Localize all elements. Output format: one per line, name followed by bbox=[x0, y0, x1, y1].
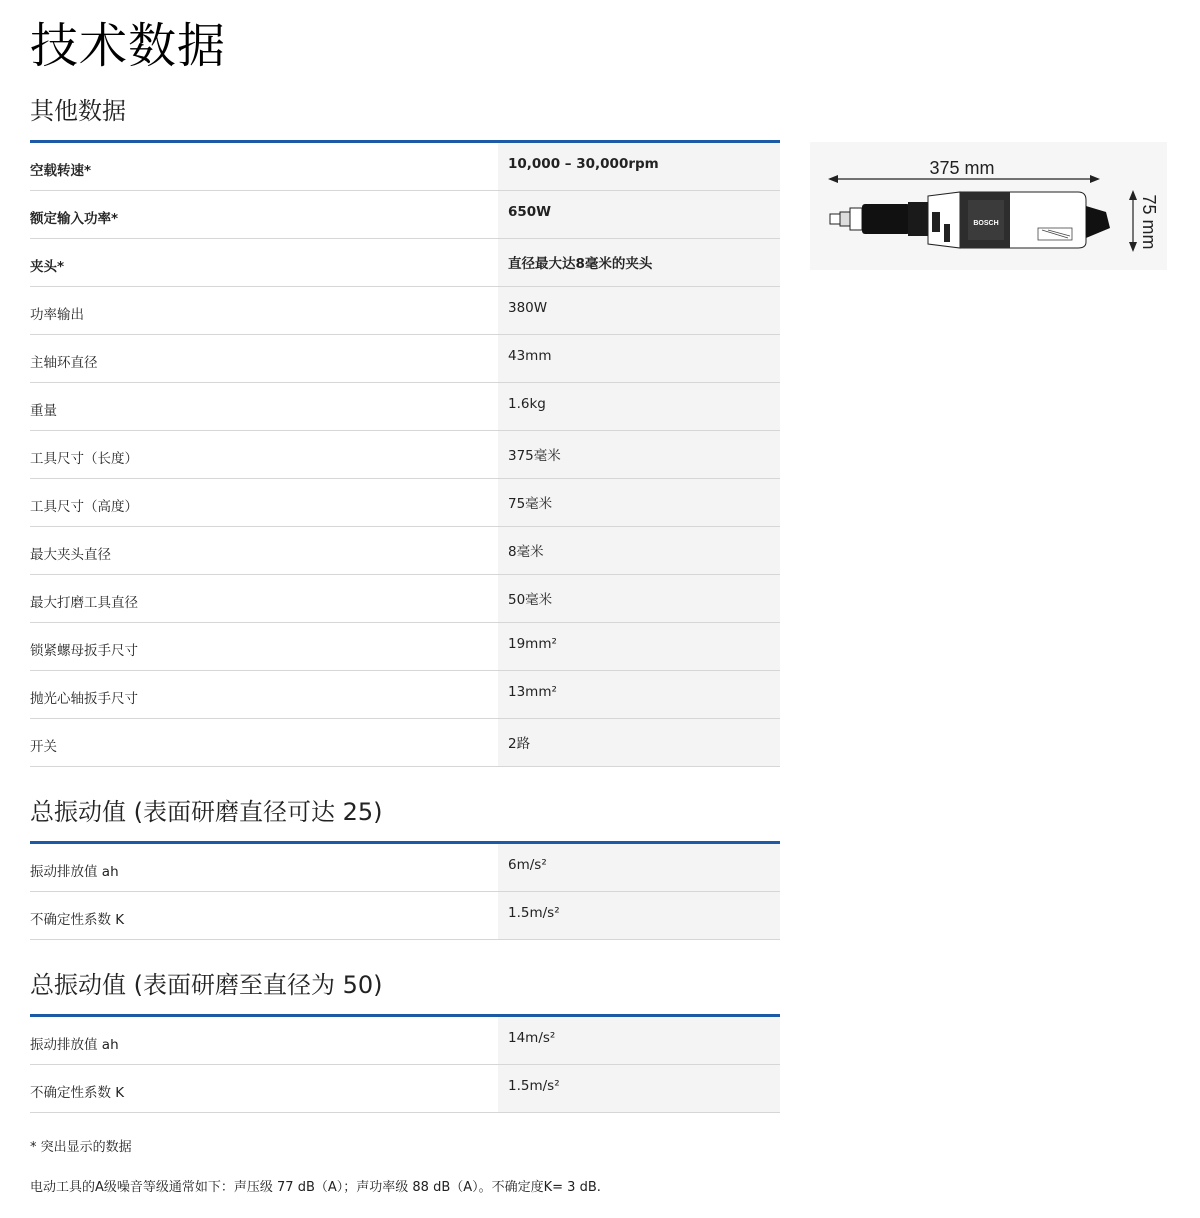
spec-label: 最大打磨工具直径 bbox=[30, 595, 138, 611]
spec-label: 抛光心轴扳手尺寸 bbox=[30, 691, 138, 707]
section-heading: 总振动值 (表面研磨直径可达 25) bbox=[30, 798, 383, 826]
spec-value: 50毫米 bbox=[498, 575, 780, 622]
spec-row bbox=[30, 719, 780, 767]
spec-label: 重量 bbox=[30, 403, 57, 419]
spec-label: 锁紧螺母扳手尺寸 bbox=[30, 643, 138, 659]
spec-row bbox=[30, 479, 780, 527]
spec-label: 不确定性系数 K bbox=[30, 1085, 125, 1101]
section-heading: 其他数据 bbox=[30, 97, 126, 125]
spec-value: 43mm bbox=[498, 335, 780, 382]
length-dimension-label: 375 mm bbox=[929, 158, 995, 178]
straight-grinder-drawing-icon bbox=[810, 142, 1167, 270]
spec-value: 1.5m/s² bbox=[498, 1065, 780, 1112]
spec-row bbox=[30, 239, 780, 287]
spec-row bbox=[30, 1017, 780, 1065]
spec-row bbox=[30, 623, 780, 671]
spec-row bbox=[30, 671, 780, 719]
spec-label: 夹头* bbox=[30, 259, 65, 275]
spec-row bbox=[30, 844, 780, 892]
spec-value: 6m/s² bbox=[498, 844, 780, 891]
spec-section-vibration-25 bbox=[30, 797, 780, 940]
spec-value: 1.6kg bbox=[498, 383, 780, 430]
spec-row bbox=[30, 575, 780, 623]
highlight-footnote: * 突出显示的数据 bbox=[30, 1140, 132, 1155]
spec-section-vibration-50 bbox=[30, 970, 780, 1113]
spec-value: 8毫米 bbox=[498, 527, 780, 574]
spec-value: 直径最大达8毫米的夹头 bbox=[498, 239, 780, 286]
spec-label: 振动排放值 ah bbox=[30, 864, 119, 880]
spec-value: 14m/s² bbox=[498, 1017, 780, 1064]
spec-label: 开关 bbox=[30, 739, 57, 755]
spec-label: 振动排放值 ah bbox=[30, 1037, 119, 1053]
spec-label: 工具尺寸（高度） bbox=[30, 499, 138, 515]
spec-value: 10,000 – 30,000rpm bbox=[498, 143, 780, 190]
spec-value: 1.5m/s² bbox=[498, 892, 780, 939]
spec-row bbox=[30, 1065, 780, 1113]
page-title: 技术数据 bbox=[30, 18, 227, 74]
spec-label: 额定输入功率* bbox=[30, 211, 119, 227]
spec-value: 375毫米 bbox=[498, 431, 780, 478]
spec-value: 75毫米 bbox=[498, 479, 780, 526]
spec-value: 380W bbox=[498, 287, 780, 334]
section-heading: 总振动值 (表面研磨至直径为 50) bbox=[30, 971, 383, 999]
height-dimension-label: 75 mm bbox=[1139, 194, 1159, 250]
spec-label: 主轴环直径 bbox=[30, 355, 98, 371]
spec-label: 工具尺寸（长度） bbox=[30, 451, 138, 467]
spec-label: 功率输出 bbox=[30, 307, 84, 323]
spec-row bbox=[30, 431, 780, 479]
spec-row bbox=[30, 287, 780, 335]
product-image bbox=[810, 142, 1167, 270]
spec-row bbox=[30, 335, 780, 383]
noise-footnote: 电动工具的A级噪音等级通常如下：声压级 77 dB（A）；声功率级 88 dB（A）。不确定度K= 3 dB. bbox=[30, 1180, 601, 1195]
spec-label: 最大夹头直径 bbox=[30, 547, 111, 563]
brand-logo: BOSCH bbox=[973, 220, 999, 227]
spec-label: 空载转速* bbox=[30, 163, 92, 179]
spec-row bbox=[30, 527, 780, 575]
spec-row bbox=[30, 892, 780, 940]
spec-row bbox=[30, 191, 780, 239]
spec-value: 13mm² bbox=[498, 671, 780, 718]
spec-value: 19mm² bbox=[498, 623, 780, 670]
spec-row bbox=[30, 143, 780, 191]
spec-section-other-data bbox=[30, 96, 780, 767]
spec-row bbox=[30, 383, 780, 431]
spec-label: 不确定性系数 K bbox=[30, 912, 125, 928]
spec-value: 2路 bbox=[498, 719, 780, 766]
spec-value: 650W bbox=[498, 191, 780, 238]
